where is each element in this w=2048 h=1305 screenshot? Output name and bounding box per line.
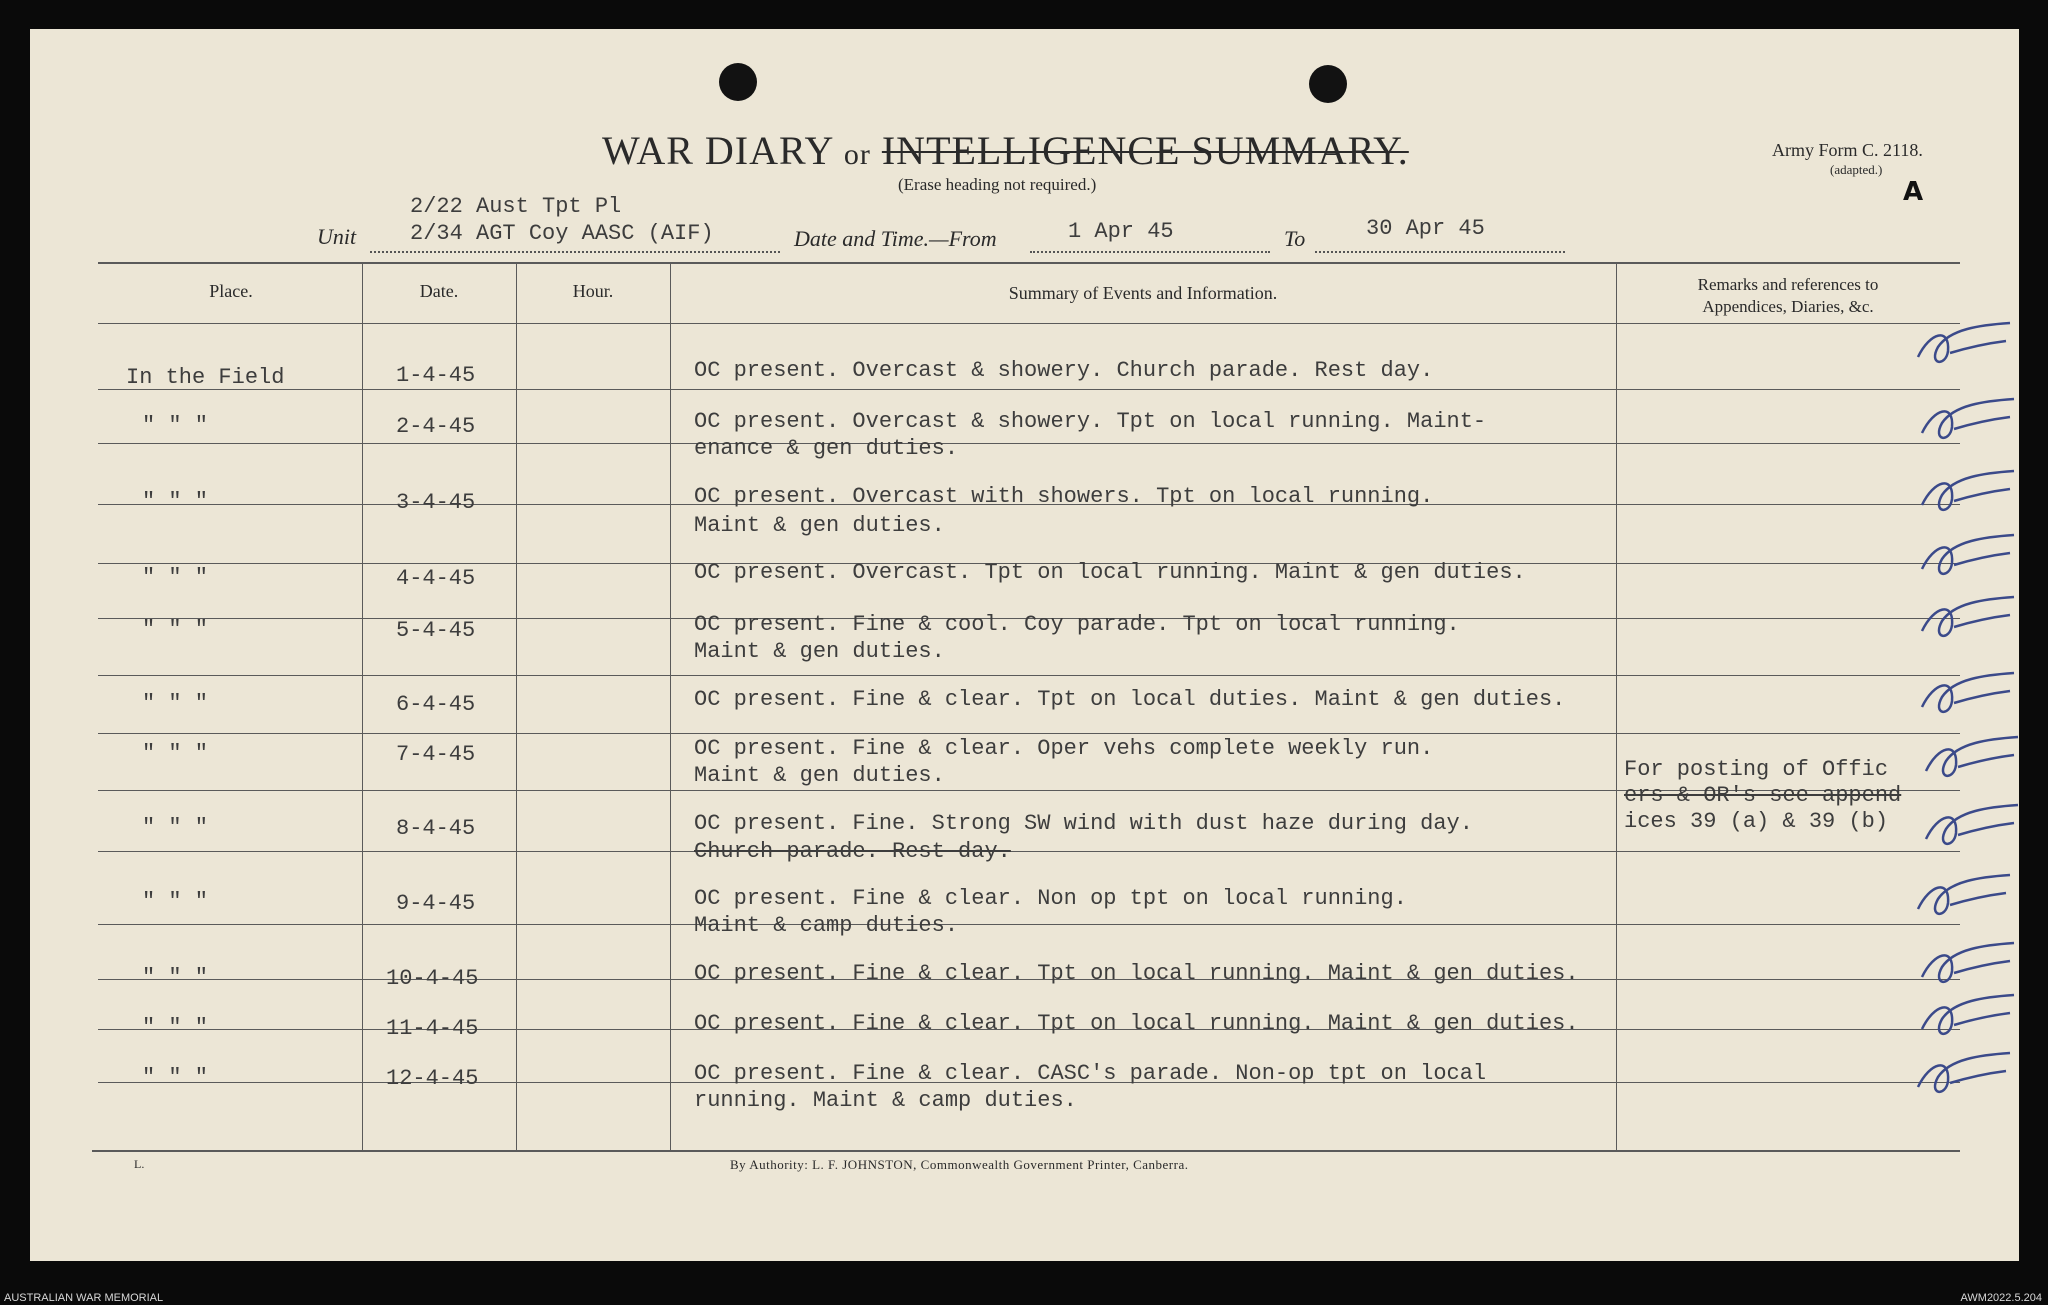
row-rule	[98, 389, 1960, 390]
entry-place: " " "	[142, 889, 209, 914]
entry-summary-cont: Maint & camp duties.	[694, 913, 959, 938]
entry-date: 2-4-45	[396, 414, 476, 439]
initials-signature	[1914, 591, 2024, 651]
entry-summary: OC present. Overcast. Tpt on local running. Maint & gen duties.	[694, 560, 1526, 585]
printer-authority: By Authority: L. F. JOHNSTON, Commonwealth Government Printer, Canberra.	[730, 1157, 1189, 1172]
to-date: 30 Apr 45	[1366, 216, 1485, 241]
diary-sheet	[30, 29, 2019, 1261]
entry-summary: OC present. Fine & clear. Tpt on local running. Maint & gen duties.	[694, 1011, 1579, 1036]
remarks-note-line-3: ices 39 (a) & 39 (b)	[1624, 809, 1889, 834]
archive-footer-bar	[0, 1263, 2048, 1305]
row-rule	[98, 851, 1960, 852]
archive-reference: AWM2022.5.204	[1960, 1292, 2042, 1304]
entry-place: " " "	[142, 565, 209, 590]
row-rule	[98, 924, 1960, 925]
entry-date: 5-4-45	[396, 618, 476, 643]
from-date: 1 Apr 45	[1068, 219, 1174, 244]
army-form-number: Army Form C. 2118.	[1772, 140, 1923, 160]
entry-summary: OC present. Fine & clear. Tpt on local running. Maint & gen duties.	[694, 961, 1579, 986]
initials-signature	[1914, 529, 2024, 589]
row-rule	[98, 675, 1960, 676]
initials-signature	[1914, 667, 2024, 727]
header-hour: Hour.	[572, 281, 614, 301]
entry-summary-cont: Church parade. Rest day.	[694, 839, 1011, 864]
entry-place: " " "	[142, 413, 209, 438]
to-label: To	[1284, 226, 1306, 251]
entry-summary: OC present. Fine & clear. CASC's parade. Non-op tpt on local	[694, 1061, 1487, 1086]
entry-summary: OC present. Fine & clear. Tpt on local duties. Maint & gen duties.	[694, 687, 1566, 712]
unit-dotted-line	[370, 251, 780, 253]
initials-signature	[1910, 1047, 2020, 1107]
col-divider-place	[362, 262, 363, 1150]
table-top-rule	[98, 262, 1960, 264]
header-date: Date.	[419, 281, 459, 301]
header-place: Place.	[209, 281, 253, 301]
entry-place: " " "	[142, 691, 209, 716]
initials-signature	[1914, 465, 2024, 525]
initials-signature	[1914, 989, 2024, 1049]
table-bottom-rule	[92, 1150, 1960, 1152]
form-letter: L.	[134, 1157, 145, 1171]
remarks-note-line-1: For posting of Offic	[1624, 757, 1889, 782]
entry-date: 1-4-45	[396, 363, 476, 388]
unit-line-2: 2/34 AGT Coy AASC (AIF)	[410, 221, 714, 246]
entry-summary: OC present. Fine & clear. Non op tpt on local running.	[694, 886, 1407, 911]
entry-date: 3-4-45	[396, 490, 476, 515]
col-divider-hour	[670, 262, 671, 1150]
entry-date: 6-4-45	[396, 692, 476, 717]
initials-signature	[1910, 317, 2020, 377]
header-remarks-1: Remarks and references to	[1697, 275, 1879, 294]
row-rule	[98, 733, 1960, 734]
entry-place: In the Field	[126, 365, 285, 390]
entry-summary-cont: Maint & gen duties.	[694, 763, 945, 788]
row-rule	[98, 443, 1960, 444]
col-divider-summary	[1616, 262, 1617, 1150]
adapted-note: (adapted.)	[1830, 162, 1883, 177]
entry-place: " " "	[142, 815, 209, 840]
header-summary: Summary of Events and Information.	[1008, 283, 1278, 303]
entry-summary-cont: enance & gen duties.	[694, 436, 959, 461]
col-divider-date	[516, 262, 517, 1150]
entry-place: " " "	[142, 1015, 209, 1040]
header-remarks-2: Appendices, Diaries, &c.	[1702, 297, 1874, 316]
entry-date: 11-4-45	[386, 1016, 479, 1041]
entry-summary-cont: Maint & gen duties.	[694, 639, 945, 664]
erase-note: (Erase heading not required.)	[898, 175, 1097, 194]
entry-summary: OC present. Overcast & showery. Tpt on local running. Maint-	[694, 409, 1487, 434]
entry-date: 7-4-45	[396, 742, 476, 767]
entry-place: " " "	[142, 1065, 209, 1090]
initials-signature	[1918, 799, 2028, 859]
entry-place: " " "	[142, 617, 209, 642]
page-mark: A	[1903, 177, 1924, 207]
entry-date: 4-4-45	[396, 566, 476, 591]
unit-label: Unit	[317, 224, 357, 249]
unit-line-1: 2/22 Aust Tpt Pl	[410, 194, 622, 219]
entry-summary-cont: Maint & gen duties.	[694, 513, 945, 538]
entry-summary-cont: running. Maint & camp duties.	[694, 1088, 1077, 1113]
entry-place: " " "	[142, 741, 209, 766]
punch-hole-left	[719, 63, 757, 101]
entry-summary: OC present. Overcast & showery. Church parade. Rest day.	[694, 358, 1434, 383]
entry-summary: OC present. Overcast with showers. Tpt on local running.	[694, 484, 1434, 509]
entry-summary: OC present. Fine. Strong SW wind with dust haze during day.	[694, 811, 1473, 836]
header-bottom-rule	[98, 323, 1960, 324]
initials-signature	[1914, 393, 2024, 453]
punch-hole-right	[1309, 65, 1347, 103]
entry-summary: OC present. Fine & cool. Coy parade. Tpt on local running.	[694, 612, 1460, 637]
entry-date: 9-4-45	[396, 891, 476, 916]
form-title: WAR DIARY or INTELLIGENCE SUMMARY.	[602, 128, 1409, 173]
initials-signature	[1914, 937, 2024, 997]
to-dotted-line	[1315, 251, 1565, 253]
archive-credit: AUSTRALIAN WAR MEMORIAL	[4, 1292, 164, 1304]
date-time-label: Date and Time.—From	[794, 226, 997, 251]
entry-place: " " "	[142, 489, 209, 514]
entry-date: 12-4-45	[386, 1066, 479, 1091]
entry-date: 8-4-45	[396, 816, 476, 841]
initials-signature	[1910, 869, 2020, 929]
entry-summary: OC present. Fine & clear. Oper vehs complete weekly run.	[694, 736, 1434, 761]
initials-signature	[1918, 731, 2028, 791]
entry-date: 10-4-45	[386, 966, 479, 991]
from-dotted-line	[1030, 251, 1270, 253]
entry-place: " " "	[142, 965, 209, 990]
remarks-note-line-2: ers & OR's see append	[1624, 783, 1902, 808]
